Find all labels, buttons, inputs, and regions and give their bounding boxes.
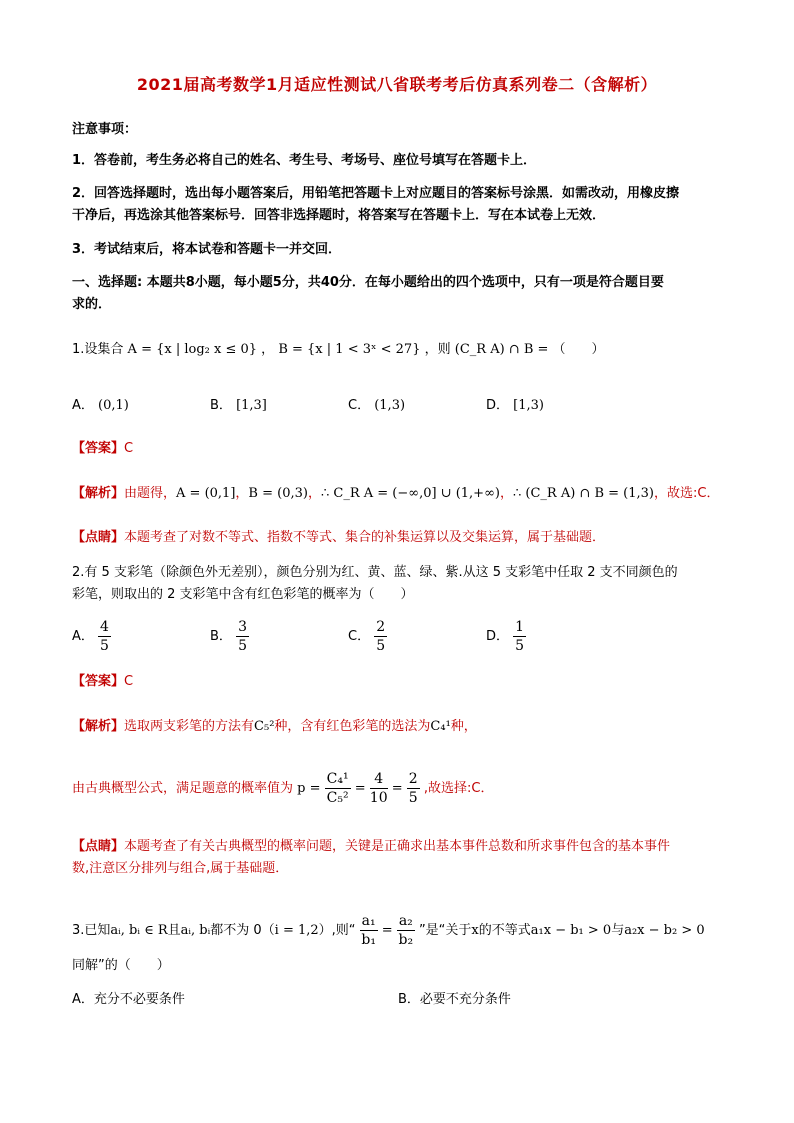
q2-option-a-fraction: $\frac{4}{5}$ — [100, 619, 109, 654]
q3-fraction-1: $\frac{\text{a₁}}{\text{b₁}}$ — [361, 913, 376, 948]
q2-formula-equals-2: = — [391, 781, 403, 796]
q1-separator: ， — [261, 342, 275, 357]
section-heading-line-1: 一、选择题: 本题共8小题，每小题5分，共40分．在每小题给出的四个选项中，只有一项是符合题目要 — [72, 275, 664, 290]
q2-analysis-text-2: 种，含有红色彩笔的选法为 — [274, 719, 431, 734]
q1-expression: (C_R A) ∩ B = （ ） — [454, 342, 605, 357]
notice-item-1: 1．答卷前，考生务必将自己的姓名、考生号、考场号、座位号填写在答题卡上． — [72, 153, 537, 168]
q3-text-7: 与 — [611, 923, 625, 938]
q3-math-3: i = 1,2 — [274, 923, 319, 938]
q1-stem-prefix: 1.设集合 — [72, 342, 124, 357]
q1-analysis-sep-1: ， — [235, 486, 249, 501]
q2-analysis-text-1: 选取两支彩笔的方法有 — [124, 719, 255, 734]
q1-option-b-label: B． — [210, 398, 232, 413]
page-title: 2021届高考数学1月适应性测试八省联考考后仿真系列卷二（含解析） — [136, 75, 658, 94]
q2-formula-p: p = — [297, 781, 321, 796]
q2-option-d-label: D． — [486, 629, 510, 644]
q2-comment-line-1 — [72, 837, 670, 857]
notice-item-2-line-2: 干净后，再选涂其他答案标号．回答非选择题时，将答案写在答题卡上．写在本试卷上无效． — [72, 208, 606, 223]
q2-answer-value: C — [124, 674, 134, 689]
q1-comment-text: 本题考查了对数不等式、指数不等式、集合的补集运算以及交集运算，属于基础题． — [124, 530, 606, 545]
q2-formula-text: 由古典概型公式，满足题意的概率值为 — [72, 781, 294, 796]
q1-option-a — [72, 396, 129, 416]
q2-option-b-fraction: $\frac{3}{5}$ — [238, 619, 247, 654]
q2-option-c-label: C． — [348, 629, 371, 644]
q1-comment-tag: 【点睛】 — [72, 530, 125, 545]
q2-comment-text-1: 本题考查了有关古典概型的概率问题，关键是正确求出基本事件总数和所求事件包含的基本事件 — [124, 839, 671, 854]
q3-math-4: x — [471, 923, 479, 938]
q2-formula-end: ,故选择:C． — [423, 781, 494, 796]
q2-option-d-fraction: $\frac{1}{5}$ — [515, 619, 525, 654]
question-1-stem — [72, 340, 605, 360]
q2-option-b — [210, 618, 249, 655]
q2-option-a — [72, 618, 111, 655]
q2-answer — [72, 672, 133, 692]
q3-text-4: ）,则“ — [318, 923, 356, 938]
q1-option-d-value: [1,3) — [513, 398, 544, 413]
q2-analysis-tag: 【解析】 — [72, 719, 125, 734]
q3-text-5: ”是“关于 — [418, 923, 472, 938]
notice-item-3: 3．考试结束后，将本试卷和答题卡一并交回． — [72, 242, 342, 257]
q1-set-a: A = {x | log₂ x ≤ 0} — [127, 342, 258, 357]
q2-option-a-label: A． — [72, 629, 94, 644]
q1-option-a-value: (0,1) — [98, 398, 129, 413]
q3-equals: = — [381, 923, 393, 938]
q2-analysis-combination-1: C₅² — [254, 719, 275, 734]
q1-analysis-complement: ∴ C_R A = (−∞,0] ∪ (1,+∞) — [320, 486, 500, 501]
q1-option-b — [210, 396, 267, 416]
q1-option-c-label: C． — [348, 398, 371, 413]
q3-math-1: aᵢ, bᵢ ∈ R — [110, 923, 168, 938]
q1-answer-tag: 【答案】 — [72, 441, 125, 456]
q1-option-c-value: (1,3) — [374, 398, 406, 413]
q1-analysis-text: 由题得， — [124, 486, 177, 501]
question-3-stem-line-1 — [72, 912, 705, 949]
question-2-stem-line-1: 2.有 5 支彩笔（除颜色外无差别），颜色分别为红、黄、蓝、绿、紫.从这 5 支彩笔中任取 2 支不同颜色的 — [72, 565, 678, 580]
q1-analysis-intersection: ∴ (C_R A) ∩ B = (1,3) — [513, 486, 654, 501]
q3-text-2: 且 — [167, 923, 181, 938]
q1-analysis-sep-3: ， — [499, 486, 513, 501]
q1-option-a-label: A． — [72, 398, 94, 413]
q2-option-c-fraction: $\frac{2}{5}$ — [376, 619, 386, 654]
q1-set-b: B = {x | 1 < 3ˣ < 27} — [278, 342, 421, 357]
q2-analysis — [72, 717, 477, 737]
q2-answer-tag: 【答案】 — [72, 674, 125, 689]
q1-comment — [72, 528, 605, 548]
q3-math-2: aᵢ, bᵢ — [180, 923, 211, 938]
q3-fraction-2: $\frac{\text{a₂}}{\text{b₂}}$ — [398, 913, 414, 948]
q1-option-c — [348, 396, 405, 416]
question-2-stem-line-2: 彩笔，则取出的 2 支彩笔中含有红色彩笔的概率为（ ） — [72, 587, 414, 602]
q1-stem-then: ，则 — [424, 342, 451, 357]
q2-option-c — [348, 618, 387, 655]
notice-heading: 注意事项： — [72, 122, 138, 137]
q1-answer — [72, 439, 133, 459]
q3-text-3: 都不为 0（ — [210, 923, 275, 938]
section-heading-line-2: 求的． — [72, 297, 112, 312]
q1-answer-value: C — [124, 441, 134, 456]
q1-analysis-set-a: A = (0,1] — [176, 486, 236, 501]
q1-option-b-value: [1,3] — [236, 398, 267, 413]
q1-analysis-sep-2: ， — [307, 486, 321, 501]
q1-analysis-end: ，故选:C． — [654, 486, 720, 501]
q3-option-b: B．必要不充分条件 — [398, 992, 511, 1007]
q2-analysis-combination-2: C₄¹ — [430, 719, 451, 734]
q2-comment-line-2: 数,注意区分排列与组合,属于基础题． — [72, 861, 289, 876]
q3-text-1: 3.已知 — [72, 923, 111, 938]
question-3-stem-line-2: 同解”的（ ） — [72, 958, 170, 973]
q2-formula-fraction-3: $\frac{2}{5}$ — [408, 771, 418, 806]
q2-formula — [72, 770, 493, 807]
q1-analysis — [72, 484, 719, 504]
q3-text-6: 的不等式 — [478, 923, 531, 938]
q2-option-d — [486, 618, 526, 655]
q3-math-5: a₁x − b₁ > 0 — [530, 923, 612, 938]
q3-option-a: A．充分不必要条件 — [72, 992, 185, 1007]
q1-option-d-label: D． — [486, 398, 510, 413]
q1-option-d — [486, 396, 544, 416]
q2-comment-tag: 【点睛】 — [72, 839, 125, 854]
q2-formula-fraction-1: $\frac{\text{C₄¹}}{\text{C₅²}}$ — [326, 771, 349, 806]
q1-analysis-set-b: B = (0,3) — [248, 486, 308, 501]
notice-item-2-line-1: 2．回答选择题时，选出每小题答案后，用铅笔把答题卡上对应题目的答案标号涂黑．如需改动，用橡皮擦 — [72, 186, 680, 201]
q2-analysis-text-3: 种， — [450, 719, 477, 734]
q3-math-6: a₂x − b₂ > 0 — [624, 923, 705, 938]
q2-formula-equals-1: = — [354, 781, 366, 796]
q2-option-b-label: B． — [210, 629, 232, 644]
q2-formula-fraction-2: $\frac{4}{10}$ — [369, 771, 388, 806]
q1-analysis-tag: 【解析】 — [72, 486, 125, 501]
